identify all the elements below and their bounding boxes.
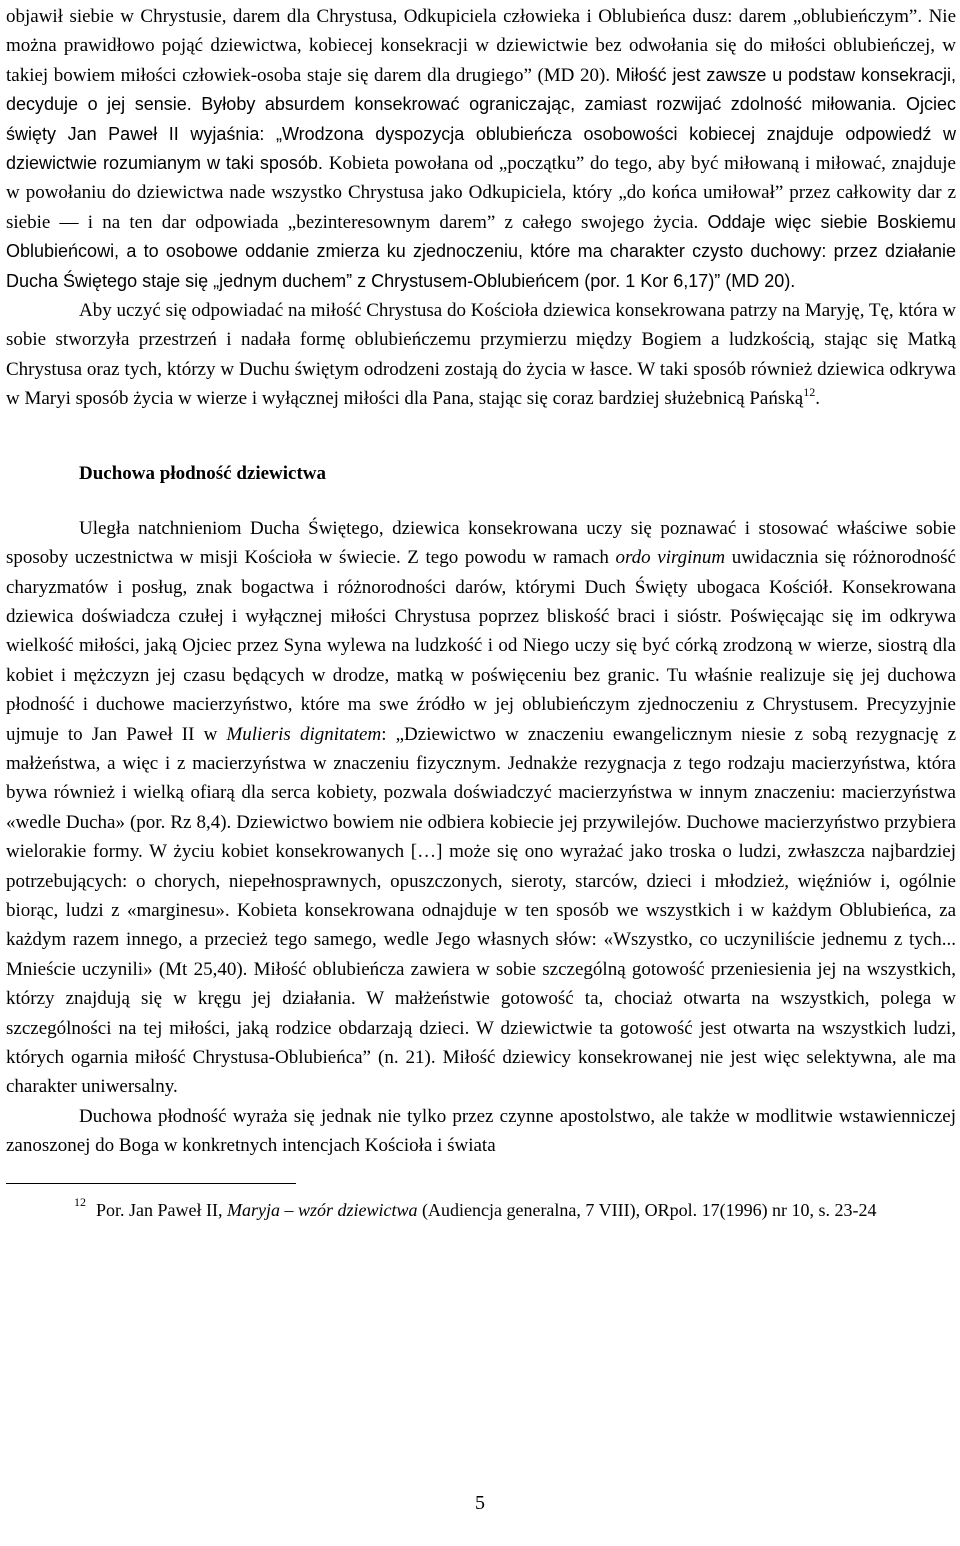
paragraph-3-italic-b: Mulieris dignitatem — [226, 723, 382, 745]
footnote-number: 12 — [74, 1194, 86, 1209]
section-heading: Duchowa płodność dziewictwa — [79, 462, 327, 484]
footnote-divider — [6, 1183, 296, 1184]
paragraph-3-italic-a: ordo virginum — [615, 547, 726, 569]
footnote-reference: 12 — [803, 385, 816, 400]
paragraph-1-sans-a: Miłość jest zawsze u podstaw konsekracji, decyduje o jej sensie. Byłoby absurdem konsekrować ograniczając, zamiast rozwijać zdolność miłowania. Ojciec święty Jan Paweł II wyjaśnia: „Wrodzona dyspozycja oblubieńcza osobowości kobiecej znajduje odpowiedź w dziewictwie rozumianym w taki sposób. — [6, 64, 956, 174]
paragraph-3-a: Uległa natchnieniom Ducha Świętego, dziewica konsekrowana uczy się poznawać i stosować właściwe sobie sposoby uczestnictwa w misji Kościoła w świecie. Z tego powodu w ramach — [6, 517, 956, 569]
paragraph-3 — [6, 514, 956, 1102]
heading-gap — [6, 488, 956, 514]
paragraph-1-serif-b: Kobieta powołana od „początku” do tego, aby być miłowaną i miłować, znajduje w powołaniu do dziewictwa nade wszystko Chrystusa jako Odkupiciela, który „do końca umiłował” przez całkowity dar z siebie — i na ten dar odpowiada „bezinteresownym darem” z całego swojego życia. — [6, 153, 956, 233]
page-number: 5 — [475, 1492, 485, 1514]
paragraph-2 — [6, 296, 956, 414]
paragraph-1-serif-a: objawił siebie w Chrystusie, darem dla Chrystusa, Odkupiciela człowieka i Oblubieńca dusz: darem „oblubieńczym”. Nie można prawidłowo pojąć dziewictwa, kobiecej konsekracji w dziewictwie bez odwołania się do miłości oblubieńczej, w takiej bowiem miłości człowiek-osoba staje się darem dla drugiego” (MD 20). — [6, 6, 956, 86]
footnote-text-a: Por. Jan Paweł II, — [96, 1199, 227, 1220]
paragraph-3-c: : „Dziewictwo w znaczeniu ewangelicznym niesie z sobą rezygnację z małżeństwa, a więc i z macierzyństwa w znaczeniu fizycznym. Jednakże rezygnacja z tego rodzaju macierzyństwa, która bywa również i wielką ofiarą dla serca kobiety, pozwala doświadczyć macierzyństwa w innym znaczeniu: macierzyństwa «wedle Ducha» (por. Rz 8,4). Dziewictwo bowiem nie odbiera kobiecie jej przywilejów. Duchowe macierzyństwo przybiera wielorakie formy. W życiu kobiet konsekrowanych […] może się ono wyrażać jako troska o ludzi, zwłaszcza najbardziej potrzebujących: o chorych, niepełnosprawnych, opuszczonych, sieroty, starców, dzieci i młodzież, więźniów i, ogólnie biorąc, ludzi z «marginesu». Kobieta konsekrowana odnajduje w ten sposób we wszystkich i w każdym Oblubieńca, za każdym razem innego, a przecież tego samego, wedle Jego własnych słów: «Wszystko, co uczyniliście jednemu z tych... Mnieście uczynili» (Mt 25,40). Miłość oblubieńcza zawiera w sobie szczególną gotowość przeniesienia jej na wszystkich, którzy znajdują się w kręgu jej działania. W małżeństwie gotowość ta, chociaż otwarta na wszystkich, polega w szczególności na tej miłości, jaką rodzice obdarzają dzieci. W dziewictwie ta gotowość jest otwarta na wszystkich ludzi, których ogarnia miłość Chrystusa-Oblubieńca” (n. 21). Miłość dziewicy konsekrowanej nie jest więc selektywna, ale ma charakter uniwersalny. — [6, 723, 957, 1098]
paragraph-2-text: Aby uczyć się odpowiadać na miłość Chrystusa do Kościoła dziewica konsekrowana patrzy na Maryję, Tę, która w sobie stworzyła przestrzeń i nadała formę oblubieńczemu przymierzu między Bogiem a ludzkością, stając się Matką Chrystusa oraz tych, którzy w Duchu świętym odrodzeni zostają do życia w łasce. W taki sposób również dziewica odkrywa w Maryi sposób życia w wierze i wyłącznej miłości dla Pana, stając się coraz bardziej służebnicą Pańską — [6, 300, 956, 410]
footnote-text-b: (Audiencja generalna, 7 VIII), ORpol. 17(1996) nr 10, s. 23-24 — [417, 1199, 877, 1220]
paragraph-1-sans-b: Oddaje więc siebie Boskiemu Oblubieńcowi, a to osobowe oddanie zmierza ku zjednoczeniu, które ma charakter czysto duchowy: przez działanie Ducha Świętego staje się „jednym duchem” z Chrystusem-Oblubieńcem (por. 1 Kor 6,17)” (MD 20). — [6, 211, 956, 291]
document-page — [6, 2, 956, 1225]
paragraph-4: Duchowa płodność wyraża się jednak nie tylko przez czynne apostolstwo, ale także w modlitwie wstawienniczej zanoszonej do Boga w konkretnych intencjach Kościoła i świata — [6, 1105, 956, 1157]
paragraph-3-b: uwidacznia się różnorodność charyzmatów i posług, znak bogactwa i różnorodności darów, którymi Duch Święty ubogaca Kościół. Konsekrowana dziewica doświadcza czułej i wyłącznej miłości Chrystusa poprzez bliskość braci i sióstr. Poświęcając się im odkrywa wielkość miłości, jaką Ojciec przez Syna wylewa na ludzkość i od Niego uczy się być córką zrodzoną w wierze, siostrą dla kobiet i mężczyzn jej czasu będących w drodze, matką w poświęceniu bez granic. Tu właśnie realizuje się jej duchowa płodność i duchowe macierzyństwo, które ma swe źródło w jej oblubieńczym zjednoczeniu z Chrystusem. Precyzyjnie ujmuje to Jan Paweł II w — [6, 547, 956, 745]
footnote — [6, 1196, 956, 1225]
paragraph-2-end: . — [815, 388, 820, 410]
footnote-italic: Maryja – wzór dziewictwa — [226, 1199, 418, 1220]
paragraph-1 — [6, 2, 956, 296]
